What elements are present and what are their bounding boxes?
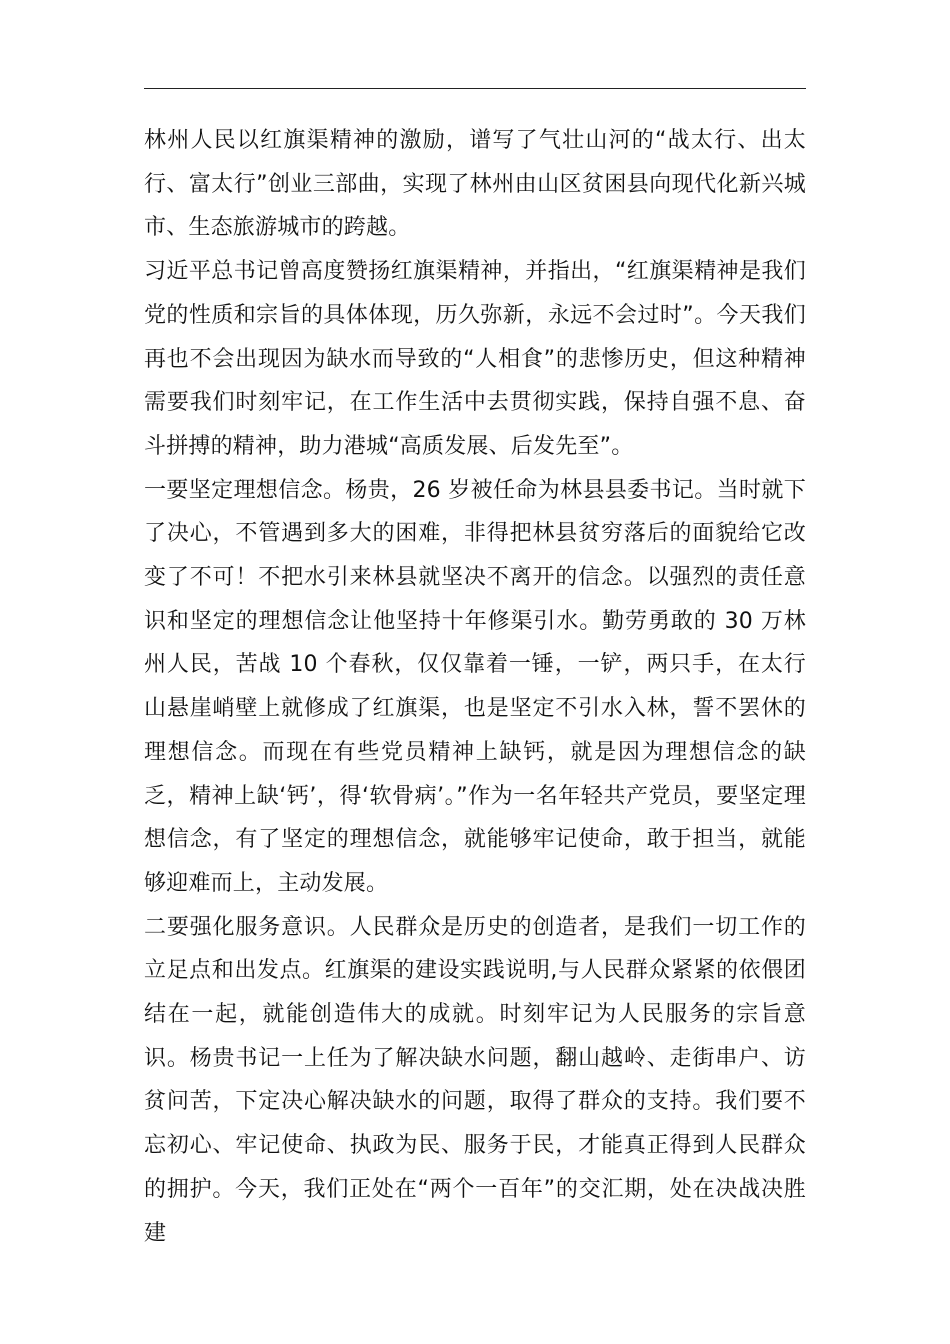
paragraph-linzhou-intro: 林州人民以红旗渠精神的激励，谱写了气壮山河的“战太行、出太行、富太行”创业三部曲，实现了林州由山区贫困县向现代化新兴城市、生态旅游城市的跨越。 [144, 128, 806, 241]
paragraph-ideals-faith: 一要坚定理想信念。杨贵，26 岁被任命为林县县委书记。当时就下了决心，不管遇到多大的困难，非得把林县贫穷落后的面貌给它改变了不可！不把水引来林县就坚决不离开的信念。以强烈的责任意识和坚定的理想信念让他坚持十年修渠引水。勤劳勇敢的 30 万林州人民，苦战 10 个春秋，仅仅靠着一锤，一铲，两只手，在太行山悬崖峭壁上就修成了红旗渠，也是坚定不引水入林，誓不罢休的理想信念。而现在有些党员精神上缺钙，就是因为理想信念的缺乏，精神上缺‘钙’，得‘软骨病’。”作为一名年轻共产党员，要坚定理想信念，有了坚定的理想信念，就能够牢记使命，敢于担当，就能够迎难而上，主动发展。 [144, 477, 806, 896]
header-rule [144, 88, 806, 89]
paragraph-service-awareness: 二要强化服务意识。人民群众是历史的创造者，是我们一切工作的立足点和出发点。红旗渠的建设实践说明,与人民群众紧紧的依偎团结在一起，就能创造伟大的成就。时刻牢记为人民服务的宗旨意识。杨贵书记一上任为了解决缺水问题，翻山越岭、走街串户、访贫问苦，下定决心解决缺水的问题，取得了群众的支持。我们要不忘初心、牢记使命、执政为民、服务于民，才能真正得到人民群众的拥护。今天，我们正处在“两个一百年”的交汇期，处在决战决胜建 [144, 914, 806, 1246]
document-body [144, 119, 806, 1255]
paragraph-xi-praise: 习近平总书记曾高度赞扬红旗渠精神，并指出，“红旗渠精神是我们党的性质和宗旨的具体体现，历久弥新，永远不会过时”。今天我们再也不会出现因为缺水而导致的“人相食”的悲惨历史，但这种精神需要我们时刻牢记，在工作生活中去贯彻实践，保持自强不息、奋斗拼搏的精神，助力港城“高质发展、后发先至”。 [144, 259, 806, 459]
